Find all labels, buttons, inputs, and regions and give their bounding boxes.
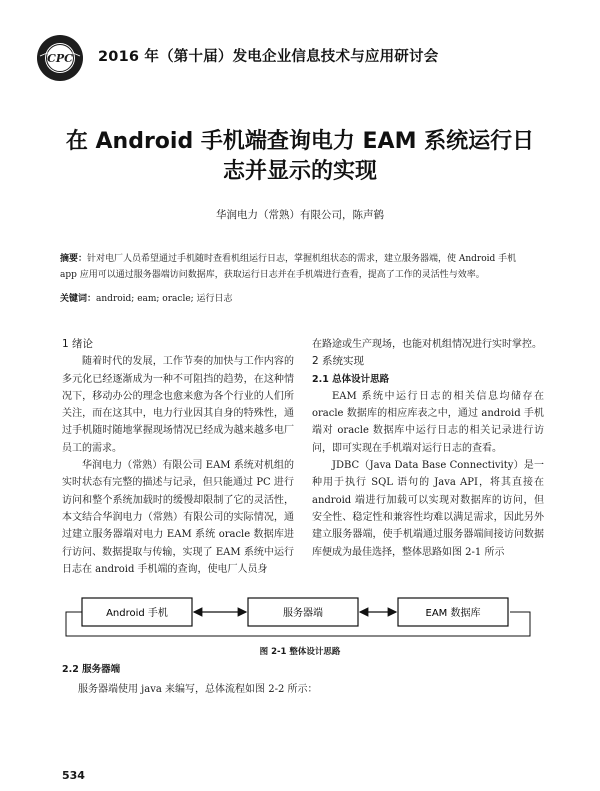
paragraph-2: 华润电力（常熟）有限公司 EAM 系统对机组的实时状态有完整的描述与记录，但只能通过 PC 进行访问和整个系统加载时的缓慢却限制了它的灵活性，本文结合华润电力（常熟）有限公司的实际情况，通过建立服务器端对电力 EAM 系统 oracle 数据库进行访问、数据提取与传输，实现了 EAM 系统中运行日志在 android 手机端的查询，使电厂人员身 (62, 460, 294, 575)
flow-diagram (60, 590, 550, 640)
paragraph-continued: 在路途或生产现场，也能对机组情况进行实时掌控。 (312, 339, 542, 350)
paragraph-3: EAM 系统中运行日志的相关信息均储存在 oracle 数据库的相应库表之中，通过 android 手机端对 oracle 数据库中运行日志的相关记录进行访问，即可实现在手机端对运行日志的查看。 (312, 390, 544, 454)
section-1-heading: 1 绪论 (62, 338, 94, 350)
title-line-1: 在 Android 手机端查询电力 EAM 系统运行日 (65, 129, 535, 154)
abstract-text-1: 针对电厂人员希望通过手机随时查看机组运行日志，掌握机组状态的需求，建立服务器端，使 Android 手机 (87, 254, 517, 264)
keywords-text: android; eam; oracle; 运行日志 (96, 294, 233, 304)
box-server-label: 服务器端 (283, 608, 323, 619)
figure-caption: 图 2-1 整体设计思路 (259, 647, 341, 657)
paragraph-1: 随着时代的发展，工作节奏的加快与工作内容的多元化已经逐渐成为一种不可阻挡的趋势，在这种情况下，移动办公的理念也愈来愈为各个行业的人们所关注，而在这其中，电力行业因其自身的特殊性，通过手机随时随地掌握现场情况已经成为越来越多电厂员工的需求。 (62, 356, 294, 454)
section-2-2-text: 服务器端使用 java 来编写，总体流程如图 2-2 所示： (78, 684, 318, 695)
keywords (60, 291, 550, 304)
author-line: 华润电力（常熟）有限公司，陈声鹤 (216, 209, 384, 221)
page-number: 534 (62, 769, 85, 782)
keywords-label: 关键词： (60, 294, 97, 304)
left-column (62, 336, 294, 578)
box-android-label: Android 手机 (106, 608, 168, 619)
conference-title: 2016 年（第十届）发电企业信息技术与应用研讨会 (98, 49, 439, 65)
section-2-1-heading: 2.1 总体设计思路 (312, 373, 390, 385)
abstract-text-2: app 应用可以通过服务器端访问数据库，获取运行日志并在手机端进行查看，提高了工作的灵活性与效率。 (60, 270, 485, 280)
section-2-heading: 2 系统实现 (312, 355, 365, 368)
logo-text: CPC (47, 52, 73, 65)
abstract-label: 摘要： (60, 254, 88, 264)
paper-title (40, 127, 560, 187)
conference-header (36, 34, 576, 84)
conference-logo (36, 34, 84, 82)
title-line-2: 志并显示的实现 (222, 159, 377, 184)
paragraph-4: JDBC（Java Data Base Connectivity）是一种用于执行 SQL 语句的 Java API，将其直接在 android 端进行加载可以实现对数据库的访问，但安全性、稳定性和兼容性均难以满足需求，因此另外建立服务器端，使手机端通过服务器端间接访问数据库便成为最佳选择，整体思路如图 2-1 所示 (312, 460, 544, 558)
box-database-label: EAM 数据库 (425, 608, 481, 619)
right-column (312, 336, 544, 561)
abstract (60, 251, 550, 283)
section-2-2-heading: 2.2 服务器端 (62, 664, 121, 675)
